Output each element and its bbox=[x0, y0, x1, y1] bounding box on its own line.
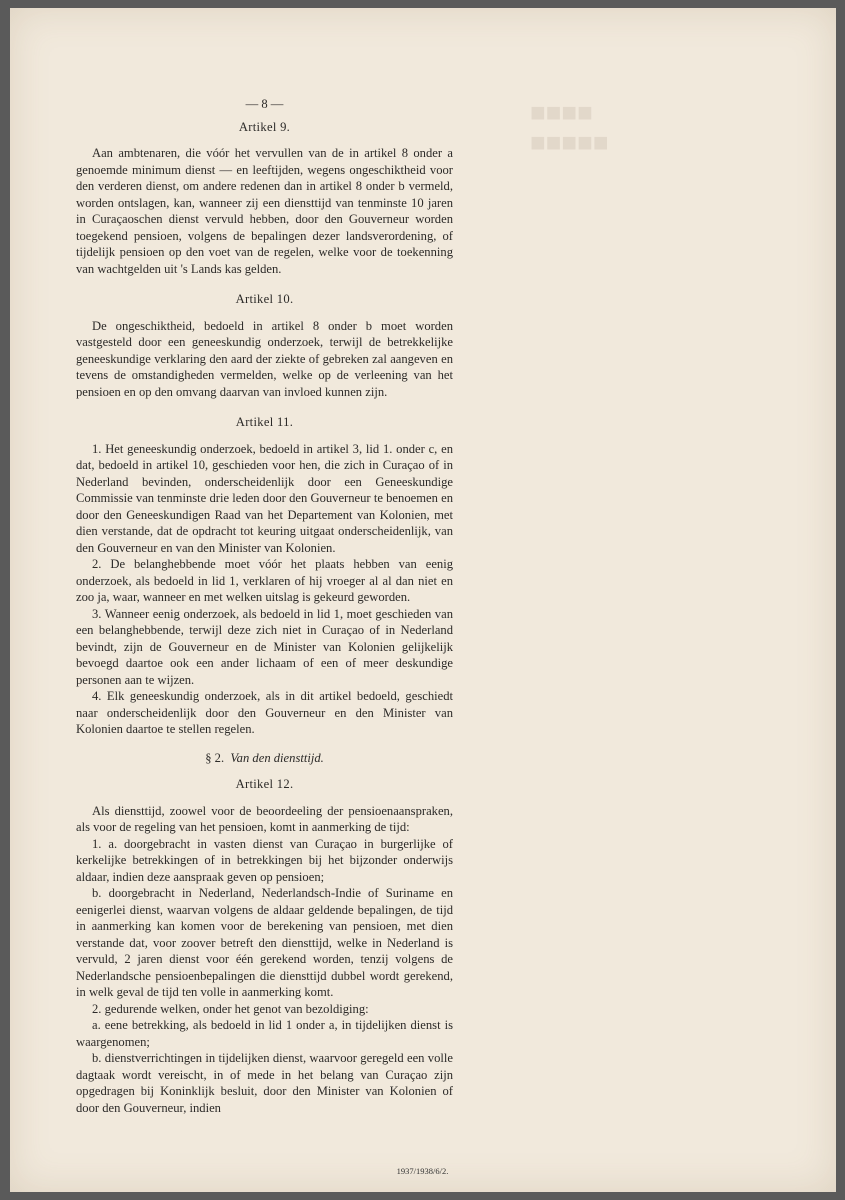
section-heading bbox=[76, 750, 453, 767]
show-through-text: ■■■■ ■■■■■ bbox=[530, 98, 609, 157]
article-11-para-2: 2. De belanghebbende moet vóór het plaats hebben van eenig onderzoek, als bedoeld in lid 1, verklaren of hij vroeger al al dan niet en zoo ja, waar, wanneer en met welken uitslag is gekeurd geworden. bbox=[76, 557, 453, 604]
article-9-heading: Artikel 9. bbox=[238, 119, 291, 134]
section-mark: § 2. bbox=[205, 750, 225, 765]
article-12-para-1a: 1. a. doorgebracht in vasten dienst van Curaçao in burgerlijke of kerkelijke betrekkingen of in betrekkingen bij het bijzonder onderwijs aldaar, indien deze aanspraak geven op pensioen; bbox=[76, 836, 453, 884]
article-10-heading: Artikel 10. bbox=[235, 292, 294, 306]
section-title: Van den diensttijd. bbox=[230, 750, 324, 765]
article-9-text: Aan ambtenaren, die vóór het vervullen van de in artikel 8 onder a genoemde minimum dienst — en leeftijden, wegens ongeschiktheid voor den verderen dienst, om andere redenen dan in artikel 8 onder b vermeld, worden ontslagen, kan, wanneer zij een diensttijd van tenminste 10 jaren in Curaçaoschen dienst vervuld hebben, door den Gouverneur worden toegekend pensioen, volgens de bepalingen dezer landsverordening, of tijdelijk pensioen op den voet van de regelen, welke voor de toekenning van wachtgelden uit 's Lands kas gelden. bbox=[76, 146, 453, 276]
article-12-para-1b: b. doorgebracht in Nederland, Nederlandsch-Indie of Suriname en eenigerlei dienst, waarvan volgens de aldaar geldende bepalingen, de tijd in aanmerking kan komen voor de berekening van pensioen, met dien verstande dat, voor zoover betreft den diensttijd, welke in Nederland is vervuld, 2 jaren dienst voor één gerekend worden, tenzij volgens de Nederlandsche pensioenbepalingen die diensttijd dubbel wordt gerekend, in welk geval de tijd ten volle in aanmerking komt. bbox=[76, 886, 453, 999]
article-12-para-2a: a. eene betrekking, als bedoeld in lid 1 onder a, in tijdelijken dienst is waargenomen; bbox=[76, 1018, 453, 1049]
article-12-intro: Als diensttijd, zoowel voor de beoordeeling der pensioenaanspraken, als voor de regeling van het pensioen, komt in aanmerking de tijd: bbox=[76, 803, 453, 834]
article-11-heading: Artikel 11. bbox=[235, 415, 294, 429]
footer-reference: 1937/1938/6/2. bbox=[396, 1166, 449, 1176]
page-number: — 8 — bbox=[245, 97, 284, 111]
article-11-para-4: 4. Elk geneeskundig onderzoek, als in dit artikel bedoeld, geschiedt naar onderscheidenlijk door den Gouverneur en den Minister van Kolonien daartoe te stellen regelen. bbox=[76, 689, 453, 736]
article-10-text: De ongeschiktheid, bedoeld in artikel 8 onder b moet worden vastgesteld door een geneeskundig onderzoek, terwijl de betrekkelijke geneeskundige verklaring den aard der ziekte of gebreken zal aangeven en tevens de omstandigheden vermelden, welke op de verleening van het pensioen en op den omvang daarvan van invloed kunnen zijn. bbox=[76, 318, 453, 399]
article-12-para-2: 2. gedurende welken, onder het genot van bezoldiging: bbox=[92, 1001, 369, 1016]
article-12-heading: Artikel 12. bbox=[235, 777, 294, 791]
article-12-para-2b: b. dienstverrichtingen in tijdelijken dienst, waarvoor geregeld een volle dagtaak wordt vereischt, in of mede in het belang van Curaçao zijn opgedragen bij Koninklijk besluit, door den Minister van Kolonien of door den Gouverneur, indien bbox=[76, 1051, 453, 1115]
article-11-para-1: 1. Het geneeskundig onderzoek, bedoeld in artikel 3, lid 1. onder c, en dat, bedoeld in artikel 10, geschieden voor hen, die zich in Curaçao of in Nederland bevinden, onderscheidenlijk door een Geneeskundige Commissie van tenminste drie leden door den Gouverneur te benoemen en door den Geneeskundigen Raad van het Departement van Kolonien, met dien verstande, dat de opdracht tot keuring uitgaat onderscheidenlijk, van den Gouverneur en van den Minister van Kolonien. bbox=[76, 441, 453, 555]
text-column bbox=[76, 96, 453, 1116]
article-11-para-3: 3. Wanneer eenig onderzoek, als bedoeld in lid 1, moet geschieden van een belanghebbende, terwijl deze zich niet in Curaçao of in Nederland bevindt, zijn de Gouverneur en de Minister van Kolonien gelijkelijk bevoegd daartoe ook een ander lichaam of een of meer deskundige personen aan te wijzen. bbox=[76, 606, 453, 687]
